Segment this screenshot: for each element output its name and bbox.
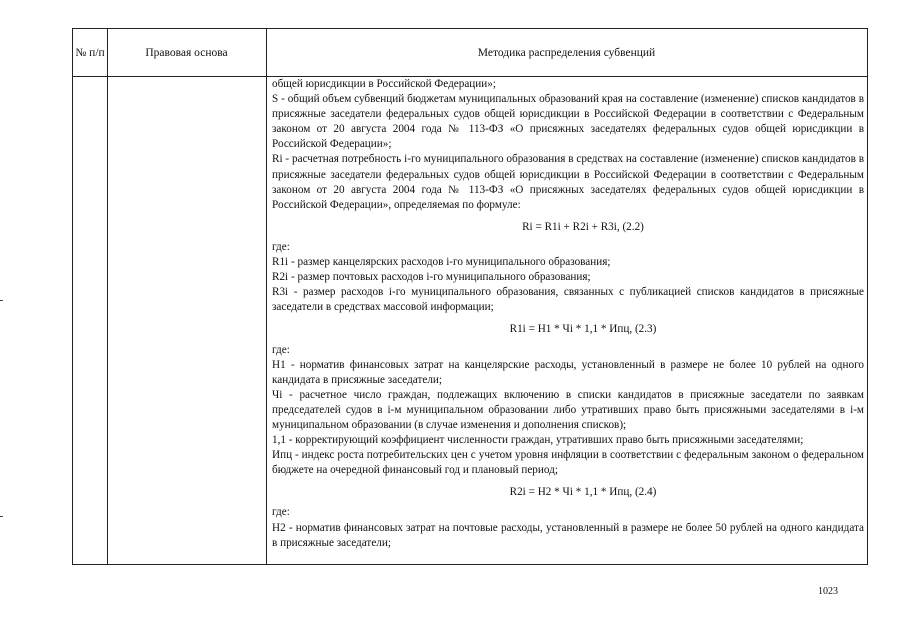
text-paragraph: H1 - норматив финансовых затрат на канцелярские расходы, установленный в размере не более 10 рублей на одного кандидата в присяжные заседатели; — [272, 358, 864, 386]
text-paragraph: R1i - размер канцелярских расходов i-го муниципального образования; — [272, 256, 611, 269]
page-number: 1023 — [818, 586, 838, 597]
text-paragraph: Ипц - индекс роста потребительских цен с учетом уровня инфляции в соответствии с федеральным законом о федеральном бюджете на очередной финансовый год и плановый период; — [272, 449, 864, 477]
scan-mark — [0, 516, 3, 517]
text-paragraph: 1,1 - корректирующий коэффициент численности граждан, утративших право быть присяжными заседателями; — [272, 434, 804, 447]
text-paragraph: H2 - норматив финансовых затрат на почтовые расходы, установленный в размере не более 50 рублей на одного кандидата в присяжные заседатели; — [272, 521, 864, 549]
text-paragraph: где: — [272, 343, 290, 356]
header-num: № п/п — [75, 46, 105, 59]
text-paragraph: R2i - размер почтовых расходов i-го муниципального образования; — [272, 271, 591, 284]
text-paragraph: Ri - расчетная потребность i-го муниципального образования в средствах на составление (изменение) списков кандидатов в присяжные заседатели федеральных судов общей юрисдикции в Российской Федерации в соответствии с Федеральным законом от 20 августа 2004 года № 113-ФЗ «О присяжных заседателях федеральных судов общей юрисдикции в Российской Федерации», определяемая по формуле: — [272, 153, 864, 211]
column-divider — [266, 29, 267, 564]
text-paragraph: R3i - размер расходов i-го муниципального образования, связанных с публикацией списков кандидатов в присяжные заседатели в средствах массовой информации; — [272, 286, 864, 314]
formula-line: Ri = R1i + R2i + R3i, (2.2) — [522, 220, 644, 233]
text-paragraph: где: — [272, 240, 290, 253]
text-paragraph: общей юрисдикции в Российской Федерации»; — [272, 78, 496, 90]
column-divider — [107, 29, 108, 564]
text-paragraph: S - общий объем субвенций бюджетам муниципальных образований края на составление (изменение) списков кандидатов в присяжные заседатели федеральных судов общей юрисдикции в Российской Федерации в соответствии с Федеральным законом от 20 августа 2004 года № 113-ФЗ «О присяжных заседателях федеральных судов общей юрисдикции в Российской Федерации»; — [272, 93, 864, 151]
header-legal-basis: Правовая основа — [145, 46, 228, 59]
formula-line: R1i = H1 * Чi * 1,1 * Ипц, (2.3) — [509, 323, 657, 336]
formula-line: R2i = H2 * Чi * 1,1 * Ипц, (2.4) — [509, 486, 657, 499]
text-paragraph: Чi - расчетное число граждан, подлежащих включению в списки кандидатов в присяжные заседатели по заявкам председателей судов в i-м муниципальном образовании либо утративших право быть присяжными заседателями в i-м муниципальном образовании (в случае изменения и дополнения списков); — [272, 388, 864, 431]
method-text — [272, 77, 864, 551]
text-paragraph: где: — [272, 506, 290, 519]
subvention-method-table — [72, 28, 868, 565]
scan-mark — [0, 300, 3, 301]
header-method: Методика распределения субвенций — [477, 46, 656, 59]
